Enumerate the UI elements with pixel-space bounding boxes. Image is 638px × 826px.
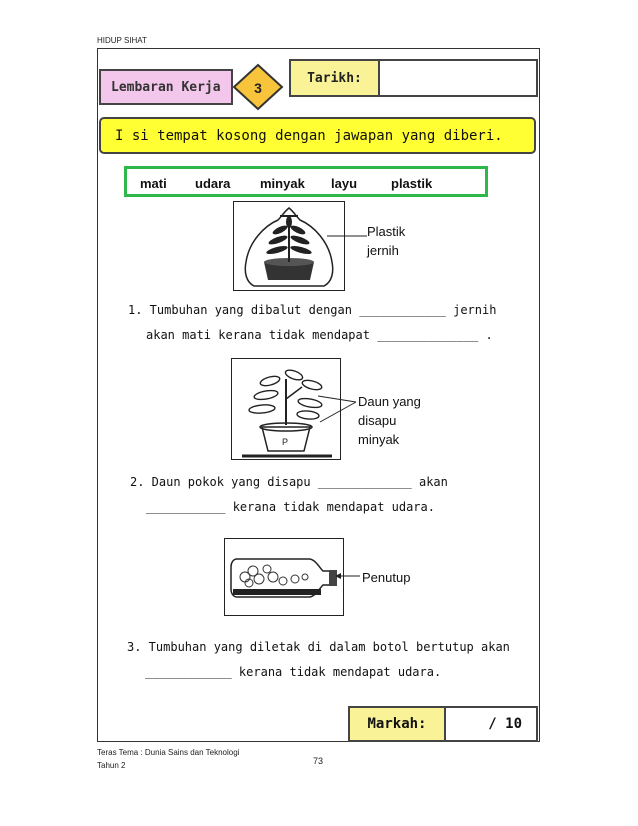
word-bank <box>124 166 488 197</box>
worksheet-number: 3 <box>254 80 262 96</box>
word-bank-item: mati <box>140 176 167 191</box>
pointer-line-icon <box>325 228 370 244</box>
figure-label-line: Plastik <box>367 224 406 239</box>
worksheet-label: Lembaran Kerja <box>99 69 233 105</box>
question-line: ___________ kerana tidak mendapat udara. <box>146 500 435 514</box>
figure-label-line: jernih <box>367 243 399 258</box>
figure-label-line: minyak <box>358 432 400 447</box>
figure-label-line: disapu <box>358 413 397 428</box>
figure-plant-in-plastic <box>233 201 345 291</box>
pointer-lines-icon <box>316 388 360 428</box>
running-title: HIDUP SIHAT <box>97 36 147 45</box>
score-value: / 10 <box>446 706 538 742</box>
arrow-left-icon <box>334 570 362 582</box>
question-3 <box>127 635 510 685</box>
instruction-banner: I si tempat kosong dengan jawapan yang diberi. <box>99 117 536 154</box>
question-line: 3. Tumbuhan yang diletak di dalam botol bertutup akan <box>127 640 510 654</box>
score-label: Markah: <box>348 706 446 742</box>
svg-text:P: P <box>282 437 289 447</box>
bottle-terrarium-icon <box>225 539 343 615</box>
figure-label <box>362 568 410 587</box>
worksheet-number-badge <box>232 63 284 111</box>
word-bank-item: udara <box>195 176 231 191</box>
footer-theme: Teras Tema : Dunia Sains dan Teknologi <box>97 748 240 757</box>
figure-label <box>358 392 421 449</box>
figure-closed-bottle <box>224 538 344 616</box>
word-bank-item: minyak <box>260 176 305 191</box>
page-number: 73 <box>313 756 324 766</box>
figure-label-line: Penutup <box>362 570 411 585</box>
question-2 <box>130 470 448 520</box>
figure-label <box>367 222 405 260</box>
question-line: ____________ kerana tidak mendapat udara. <box>145 665 442 679</box>
date-label: Tarikh: <box>289 59 380 97</box>
word-bank-item: plastik <box>391 176 433 191</box>
word-bank-item: layu <box>331 176 358 191</box>
figure-label-line: Daun yang <box>358 394 421 409</box>
question-line: 2. Daun pokok yang disapu _____________ akan <box>130 475 448 489</box>
question-1 <box>128 298 496 348</box>
plastic-bag-plant-icon <box>234 202 344 290</box>
question-line: 1. Tumbuhan yang dibalut dengan ____________ jernih <box>128 303 497 317</box>
date-field[interactable] <box>380 59 538 97</box>
footer-year: Tahun 2 <box>97 761 126 770</box>
question-line: akan mati kerana tidak mendapat ______________ . <box>146 328 493 342</box>
